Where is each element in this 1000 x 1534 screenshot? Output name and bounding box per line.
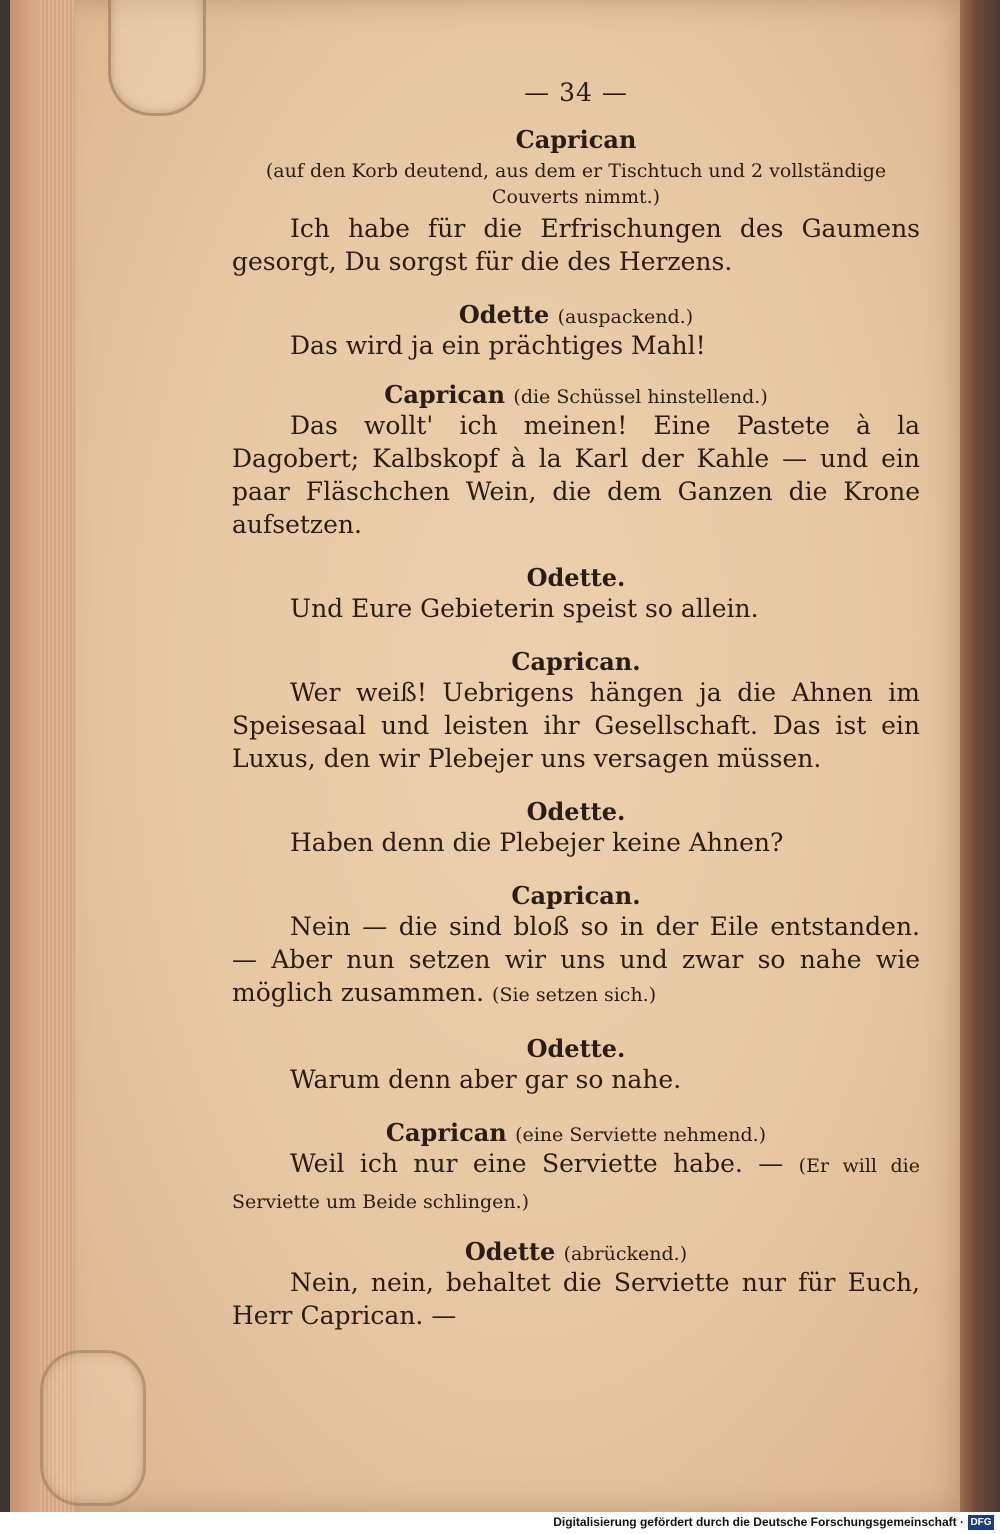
spoken-line	[232, 910, 920, 1012]
spoken-line: Haben denn die Plebejer keine Ahnen?	[290, 828, 784, 857]
page-number: — 34 —	[524, 78, 628, 107]
speaker-name: Odette	[464, 1237, 556, 1266]
spoken-line: Das wollt' ich meinen! Eine Pastete à la Dagobert; Kalbskopf à la Karl der Kahle — und ein paar Fläschchen Wein, die dem Ganzen die Krone aufsetzen.	[232, 411, 920, 539]
stage-direction: (Sie setzen sich.)	[492, 984, 657, 1006]
speaker-name: Caprican.	[511, 881, 641, 910]
dialogue-block	[232, 125, 920, 278]
stage-direction: (abrückend.)	[563, 1243, 688, 1265]
dialogue-block	[232, 1118, 920, 1219]
speaker-name: Odette	[458, 300, 550, 329]
footer-credit: Digitalisierung gefördert durch die Deutsche Forschungsgemeinschaft ·	[553, 1515, 964, 1529]
speaker-line	[232, 1237, 920, 1266]
speaker-line	[232, 1118, 920, 1147]
dialogue-block	[232, 647, 920, 775]
dialogue-block	[232, 1237, 920, 1332]
stage-direction: (eine Serviette nehmend.)	[515, 1124, 767, 1146]
stage-direction: (Er will die Serviette um Beide schlingen.)	[232, 1155, 920, 1213]
dialogue-block	[232, 380, 920, 541]
speaker-line	[232, 380, 920, 409]
speaker-name: Caprican	[384, 380, 506, 409]
stage-direction: (auf den Korb deutend, aus dem er Tischtuch und 2 vollständige Couverts nimmt.)	[265, 160, 887, 208]
page-clip-top	[108, 0, 206, 116]
spoken-line	[232, 1147, 920, 1219]
spoken-text: Nein — die sind bloß so in der Eile entstanden. — Aber nun setzen wir uns und zwar so nahe wie möglich zusammen.	[232, 912, 920, 1007]
speaker-name: Caprican	[385, 1118, 507, 1147]
speaker-name: Odette.	[526, 797, 626, 826]
book-gutter	[960, 0, 1000, 1512]
dfg-logo: DFG	[968, 1515, 994, 1530]
spoken-line: Nein, nein, behaltet die Serviette nur für Euch, Herr Caprican. —	[232, 1268, 920, 1330]
speaker-name: Caprican.	[511, 647, 641, 676]
dialogue-block	[232, 300, 920, 362]
spoken-line: Und Eure Gebieterin speist so allein.	[290, 594, 759, 623]
stage-direction: (die Schüssel hinstellend.)	[513, 386, 768, 408]
spoken-line: Wer weiß! Uebrigens hängen ja die Ahnen im Speisesaal und leisten ihr Gesellschaft. Das ist ein Luxus, den wir Plebejer uns versagen müssen.	[232, 678, 920, 773]
page-clip-bottom	[40, 1350, 146, 1506]
spoken-text: Weil ich nur eine Serviette habe. —	[290, 1149, 784, 1178]
dialogue-block	[232, 563, 920, 625]
speaker-name: Odette.	[526, 1034, 626, 1063]
speaker-line	[232, 300, 920, 329]
speaker-name: Caprican	[515, 125, 637, 154]
page-stack	[40, 0, 80, 1512]
spoken-line: Warum denn aber gar so nahe.	[290, 1065, 682, 1094]
spoken-line: Das wird ja ein prächtiges Mahl!	[290, 331, 706, 360]
speaker-name: Odette.	[526, 563, 626, 592]
dialogue-block	[232, 797, 920, 859]
dialogue-block	[232, 1034, 920, 1096]
spoken-line: Ich habe für die Erfrischungen des Gaumens gesorgt, Du sorgst für die des Herzens.	[232, 214, 920, 276]
dialogue-block	[232, 881, 920, 1012]
stage-direction: (auspackend.)	[557, 306, 694, 328]
page-text	[232, 78, 920, 1354]
